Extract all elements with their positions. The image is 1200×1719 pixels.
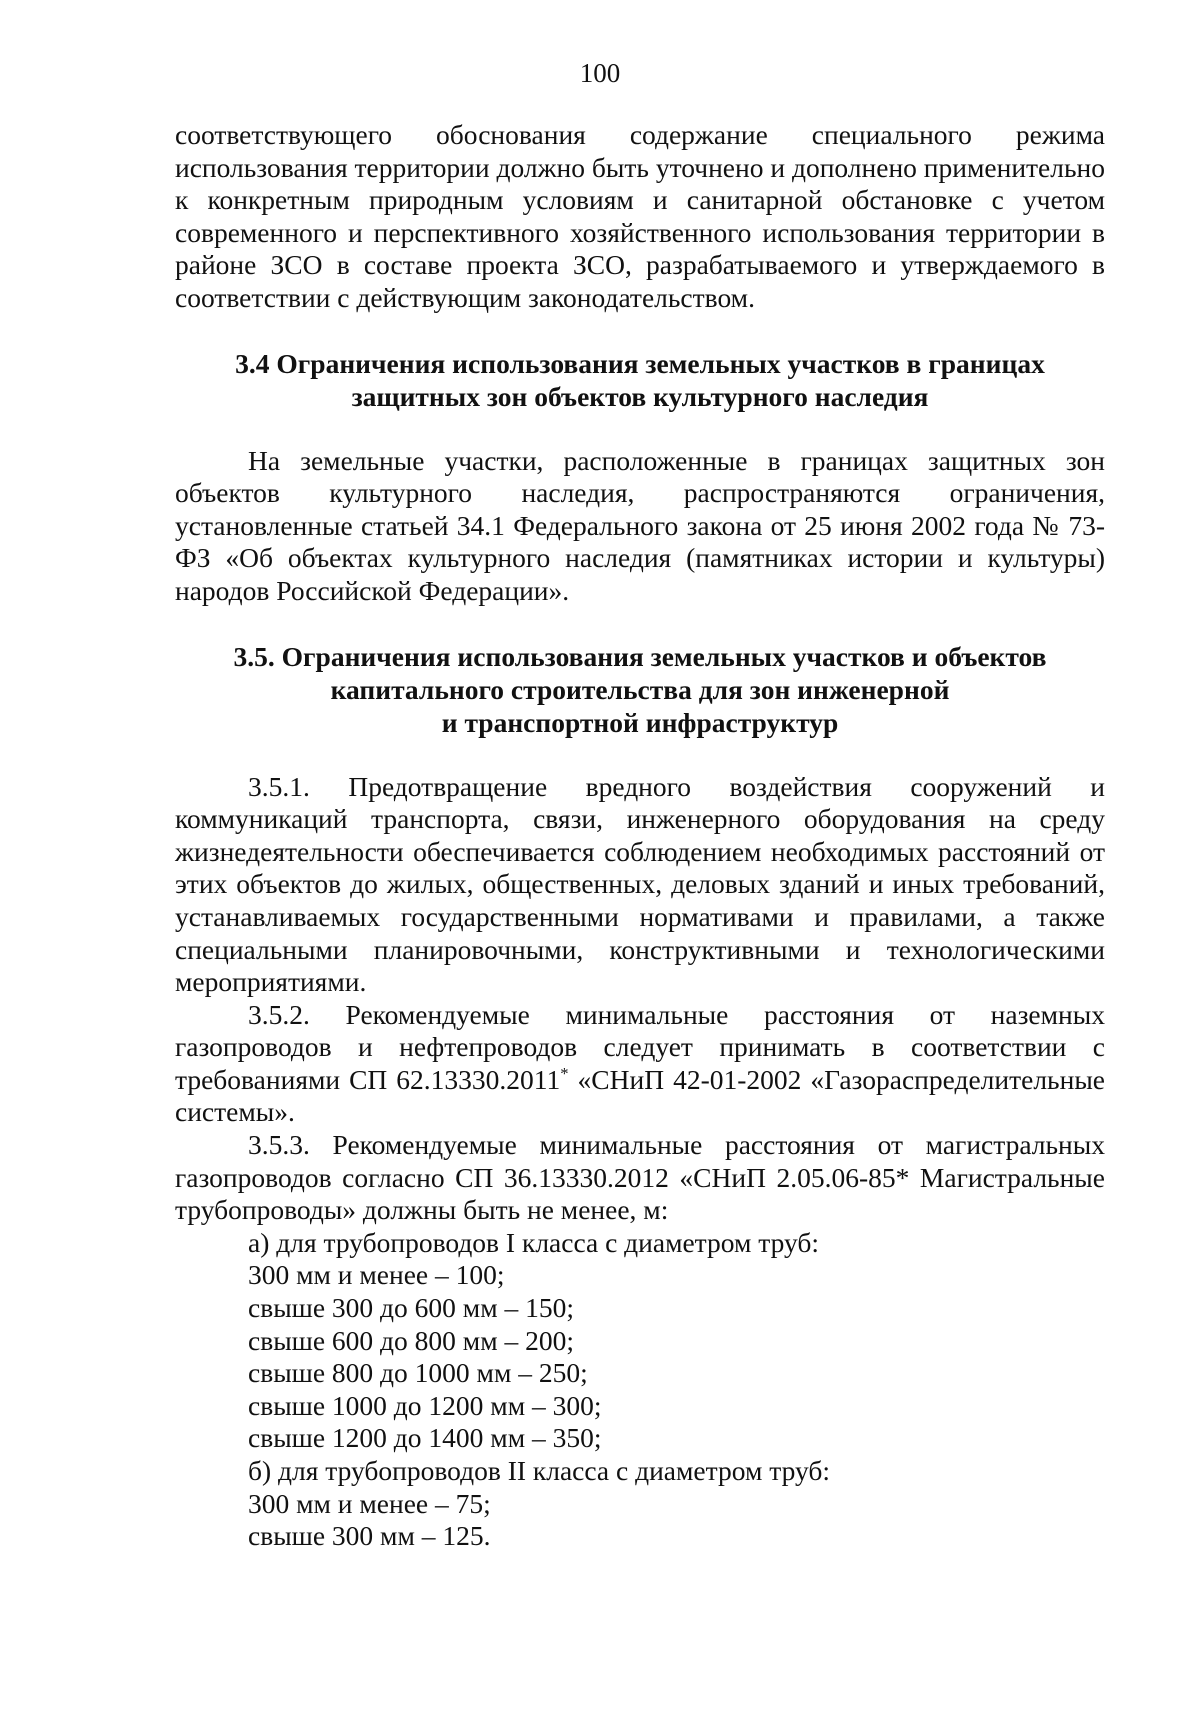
section-3-5-heading-line-1: 3.5. Ограничения использования земельных участков и объектов [233,640,1047,672]
footnote-asterisk: * [560,1063,569,1083]
distance-list [175,1227,1105,1553]
section-3-4-body: На земельные участки, расположенные в границах защитных зон объектов культурного наследия, распространяются ограничения, установленные статьей 34.1 Федерального закона от 25 июня 2002 года № 73-ФЗ «Об объектах культурного наследия (памятниках истории и культуры) народов Российской Федерации». [175,444,1105,606]
paragraph-3-5-2 [175,999,1105,1129]
list-item: свыше 300 мм – 125. [248,1520,491,1552]
section-3-5-heading-line-3: и транспортной инфраструктур [441,706,839,738]
paragraph-3-5-2-text-end: «СНиП 42-01-2002 «Газораспределительные системы». [175,1063,1106,1128]
list-item: 300 мм и менее – 100; [248,1259,505,1291]
list-item: свыше 300 до 600 мм – 150; [248,1292,574,1324]
section-3-4-heading-line-1: 3.4 Ограничения использования земельных участков в границах [235,347,1045,379]
list-item: свыше 600 до 800 мм – 200; [248,1324,574,1356]
paragraph-3-5-1: 3.5.1. Предотвращение вредного воздействия сооружений и коммуникаций транспорта, связи, инженерного оборудования на среду жизнедеятельности обеспечивается соблюдением необходимых расстояний от этих объектов до жилых, общественных, деловых зданий и иных требований, устанавливаемых государственными нормативами и правилами, а также специальными планировочными, конструктивными и технологическими мероприятиями. [175,770,1105,998]
section-3-4-heading-line-2: защитных зон объектов культурного наследия [351,380,929,412]
list-item: 300 мм и менее – 75; [248,1487,491,1519]
paragraph-3-5-2-text: 3.5.2. Рекомендуемые минимальные расстояния от наземных газопроводов и нефтепроводов следует принимать в соответствии с требованиями СП 62.13330.2011 [175,998,1105,1095]
section-3-5-heading [175,640,1105,739]
paragraph-3-5-3: 3.5.3. Рекомендуемые минимальные расстояния от магистральных газопроводов согласно СП 36.13330.2012 «СНиП 2.05.06-85* Магистральные трубопроводы» должны быть не менее, м: [175,1129,1105,1226]
list-item: свыше 800 до 1000 мм – 250; [248,1357,588,1389]
section-3-4-heading [175,347,1105,413]
list-item: б) для трубопроводов II класса с диаметром труб: [248,1455,830,1486]
list-item: а) для трубопроводов I класса с диаметром труб: [248,1226,820,1258]
list-item: свыше 1200 до 1400 мм – 350; [248,1422,602,1454]
intro-paragraph: соответствующего обоснования содержание специального режима использования территории должно быть уточнено и дополнено применительно к конкретным природным условиям и санитарной обстановке с учетом современного и перспективного хозяйственного использования территории в районе ЗСО в составе проекта ЗСО, разрабатываемого и утверждаемого в соответствии с действующим законодательством. [175,119,1105,313]
list-item: свыше 1000 до 1200 мм – 300; [248,1389,602,1421]
page-number: 100 [579,58,621,88]
page-content [175,119,1105,1553]
section-3-5-heading-line-2: капитального строительства для зон инженерной [330,673,950,705]
